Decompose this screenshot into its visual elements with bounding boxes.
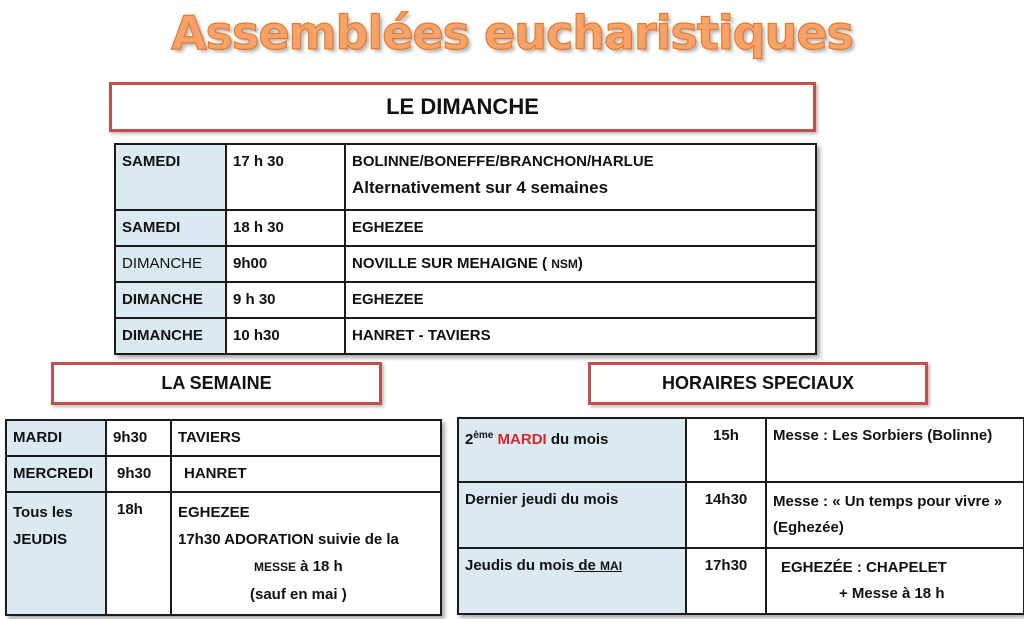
day-cell: DIMANCHE <box>115 318 226 354</box>
day-cell: Tous les JEUDIS <box>6 492 106 615</box>
place-text: EGHEZEE <box>178 504 250 521</box>
day-highlight: MARDI <box>497 431 547 448</box>
place-cell: HANRET <box>171 456 441 492</box>
time-cell: 17h30 <box>686 548 766 614</box>
sunday-table <box>114 143 817 355</box>
place-cell: TAVIERS <box>171 420 441 456</box>
day-suffix: du mois <box>546 431 609 448</box>
day-number: 2 <box>465 431 474 448</box>
time-cell: 17 h 30 <box>226 144 345 210</box>
table-row <box>458 548 1024 614</box>
table-row <box>458 418 1024 482</box>
place-text: NOVILLE SUR MEHAIGNE ( <box>352 255 548 272</box>
note-text: Alternativement sur 4 semaines <box>352 178 609 197</box>
place-cell: EGHEZEE <box>345 210 816 246</box>
time-cell: 15h <box>686 418 766 482</box>
week-heading-label: LA SEMAINE <box>161 373 272 393</box>
time-cell: 9h30 <box>106 456 171 492</box>
table-row <box>115 246 816 282</box>
desc-cell: Messe : Les Sorbiers (Bolinne) <box>766 418 1024 482</box>
messe-time: à 18 h <box>296 558 343 575</box>
day-cell: DIMANCHE <box>115 246 226 282</box>
week-heading <box>51 362 382 405</box>
day-cell: SAMEDI <box>115 144 226 210</box>
special-heading-label: HORAIRES SPECIAUX <box>661 373 855 393</box>
table-row <box>115 144 816 210</box>
place-end: ) <box>577 255 583 272</box>
day-cell <box>458 548 686 614</box>
place-cell: HANRET - TAVIERS <box>345 318 816 354</box>
day-cell <box>458 418 686 482</box>
page-title: Assemblées eucharistiques <box>171 6 853 60</box>
place-text: BOLINNE/BONEFFE/BRANCHON/HARLUE <box>352 153 654 170</box>
place-abbr: NSM <box>551 257 578 271</box>
desc-cell: Messe : « Un temps pour vivre » (Eghezée) <box>766 482 1024 548</box>
desc-text-2: + Messe à 18 h <box>839 585 945 602</box>
time-cell: 9 h 30 <box>226 282 345 318</box>
place-cell <box>171 492 441 615</box>
desc-cell <box>766 548 1024 614</box>
time-cell: 18h <box>106 492 171 615</box>
day-cell: MARDI <box>6 420 106 456</box>
day-cell: Dernier jeudi du mois <box>458 482 686 548</box>
time-cell: 14h30 <box>686 482 766 548</box>
time-cell: 9h30 <box>106 420 171 456</box>
table-row <box>6 420 441 456</box>
day-cell: MERCREDI <box>6 456 106 492</box>
sunday-heading-label: LE DIMANCHE <box>386 94 539 119</box>
table-row <box>6 456 441 492</box>
exception-text: (sauf en mai ) <box>250 586 347 603</box>
week-table <box>5 419 442 616</box>
special-table <box>457 417 1024 615</box>
time-cell: 9h00 <box>226 246 345 282</box>
table-row <box>458 482 1024 548</box>
day-cell: SAMEDI <box>115 210 226 246</box>
sunday-heading <box>109 82 816 132</box>
table-row <box>6 492 441 615</box>
desc-text: EGHEZÉE : CHAPELET <box>781 559 947 576</box>
special-heading <box>588 362 928 405</box>
day-connector: de <box>574 557 601 574</box>
place-cell <box>345 246 816 282</box>
table-row <box>115 318 816 354</box>
messe-label: MESSE <box>254 560 297 574</box>
day-month: MAI <box>600 559 623 573</box>
day-ordinal: ème <box>473 430 494 441</box>
day-text: Jeudis du mois <box>465 557 575 574</box>
time-cell: 18 h 30 <box>226 210 345 246</box>
day-cell: DIMANCHE <box>115 282 226 318</box>
adoration-text: 17h30 ADORATION suivie de la <box>178 531 399 548</box>
time-cell: 10 h30 <box>226 318 345 354</box>
table-row <box>115 210 816 246</box>
place-cell: EGHEZEE <box>345 282 816 318</box>
table-row <box>115 282 816 318</box>
place-cell <box>345 144 816 210</box>
